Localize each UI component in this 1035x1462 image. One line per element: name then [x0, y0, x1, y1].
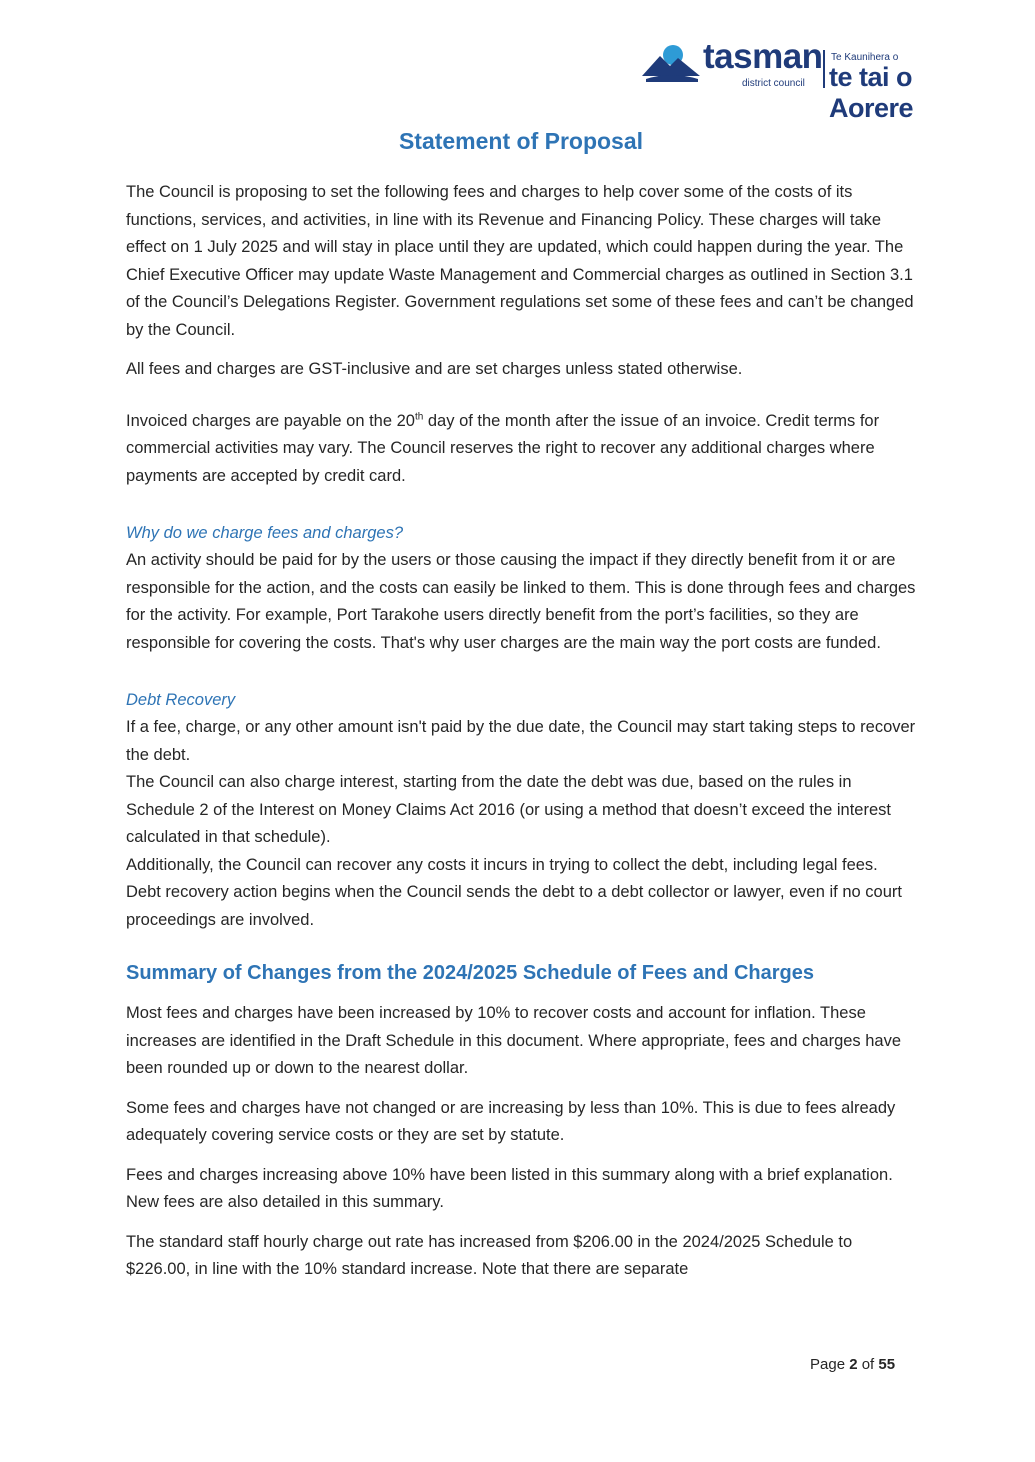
why-paragraph: An activity should be paid for by the users or those causing the impact if they directly benefit from it or are responsible for the action, and the costs can easily be linked to them. This is done through fees and charges for the activity. For example, Port Tarakohe users directly benefit from the port’s facilities, so they are responsible for covering the costs. That's why user charges are the main way the port costs are funded. [126, 551, 916, 652]
why-heading: Why do we charge fees and charges? [126, 524, 403, 542]
mountain-logo-icon [640, 42, 702, 82]
summary-paragraph-3: Fees and charges increasing above 10% have been listed in this summary along with a brief explanation. New fees are also detailed in this summary. [126, 1165, 893, 1211]
page-label: Page [810, 1356, 850, 1373]
logo-brand-text: tasman [703, 37, 823, 76]
debt-heading: Debt Recovery [126, 691, 236, 709]
debt-paragraph-1: If a fee, charge, or any other amount isn't paid by the due date, the Council may start taking steps to recover the debt. [126, 718, 916, 764]
ordinal-superscript: th [414, 411, 424, 422]
debt-paragraph-3: Additionally, the Council can recover any costs it incurs in trying to collect the debt, including legal fees. Debt recovery action begins when the Council sends the debt to a debt collector or lawyer, even if no court proceedings are involved. [126, 855, 902, 929]
intro-paragraph-1: The Council is proposing to set the following fees and charges to help cover some of the costs of its functions, services, and activities, in line with its Revenue and Financing Policy. These charges will take effect on 1 July 2025 and will stay in place until they are updated, which could happen during the year. The Chief Executive Officer may update Waste Management and Commercial charges as outlined in Section 3.1 of the Council’s Delegations Register. Government regulations set some of these fees and can’t be changed by the Council. [126, 183, 914, 339]
intro-paragraph-3 [126, 408, 916, 491]
summary-heading: Summary of Changes from the 2024/2025 Schedule of Fees and Charges [126, 962, 815, 984]
logo-maori-subtext: Te Kaunihera o [831, 52, 899, 63]
page-number: 2 [849, 1356, 858, 1373]
page-title: Statement of Proposal [398, 128, 644, 154]
document-body [126, 125, 916, 1284]
page-of-label: of [857, 1356, 879, 1373]
debt-paragraph-2: The Council can also charge interest, starting from the date the debt was due, based on the rules in Schedule 2 of the Interest on Money Claims Act 2016 (or using a method that doesn’t exceed the interest calculated in that schedule). [126, 773, 891, 846]
summary-paragraph-2: Some fees and charges have not changed or are increasing by less than 10%. This is due to fees already adequately covering service costs or they are set by statute. [126, 1098, 896, 1144]
logo-maori-text: te tai o Aorere [829, 62, 914, 123]
logo-divider [823, 50, 825, 88]
page-total: 55 [878, 1356, 896, 1373]
council-logo [640, 37, 1000, 123]
summary-paragraph-4: The standard staff hourly charge out rate has increased from $206.00 in the 2024/2025 Schedule to $226.00, in line with the 10% standard increase. Note that there are separate [126, 1232, 853, 1278]
invoice-text-start: Invoiced charges are payable on the 20 [126, 411, 415, 430]
intro-paragraph-2: All fees and charges are GST-inclusive and are set charges unless stated otherwise. [126, 360, 743, 378]
invoice-text-end: day of the month after the issue of an invoice. Credit terms for commercial activities may vary. The Council reserves the right to recover any additional charges where payments are accepted by credit card. [126, 411, 880, 485]
summary-paragraph-1: Most fees and charges have been increased by 10% to recover costs and account for inflation. These increases are identified in the Draft Schedule in this document. Where appropriate, fees and charges have been rounded up or down to the nearest dollar. [126, 1004, 902, 1077]
page-footer [810, 1356, 895, 1373]
logo-brand-subtext: district council [742, 78, 805, 89]
